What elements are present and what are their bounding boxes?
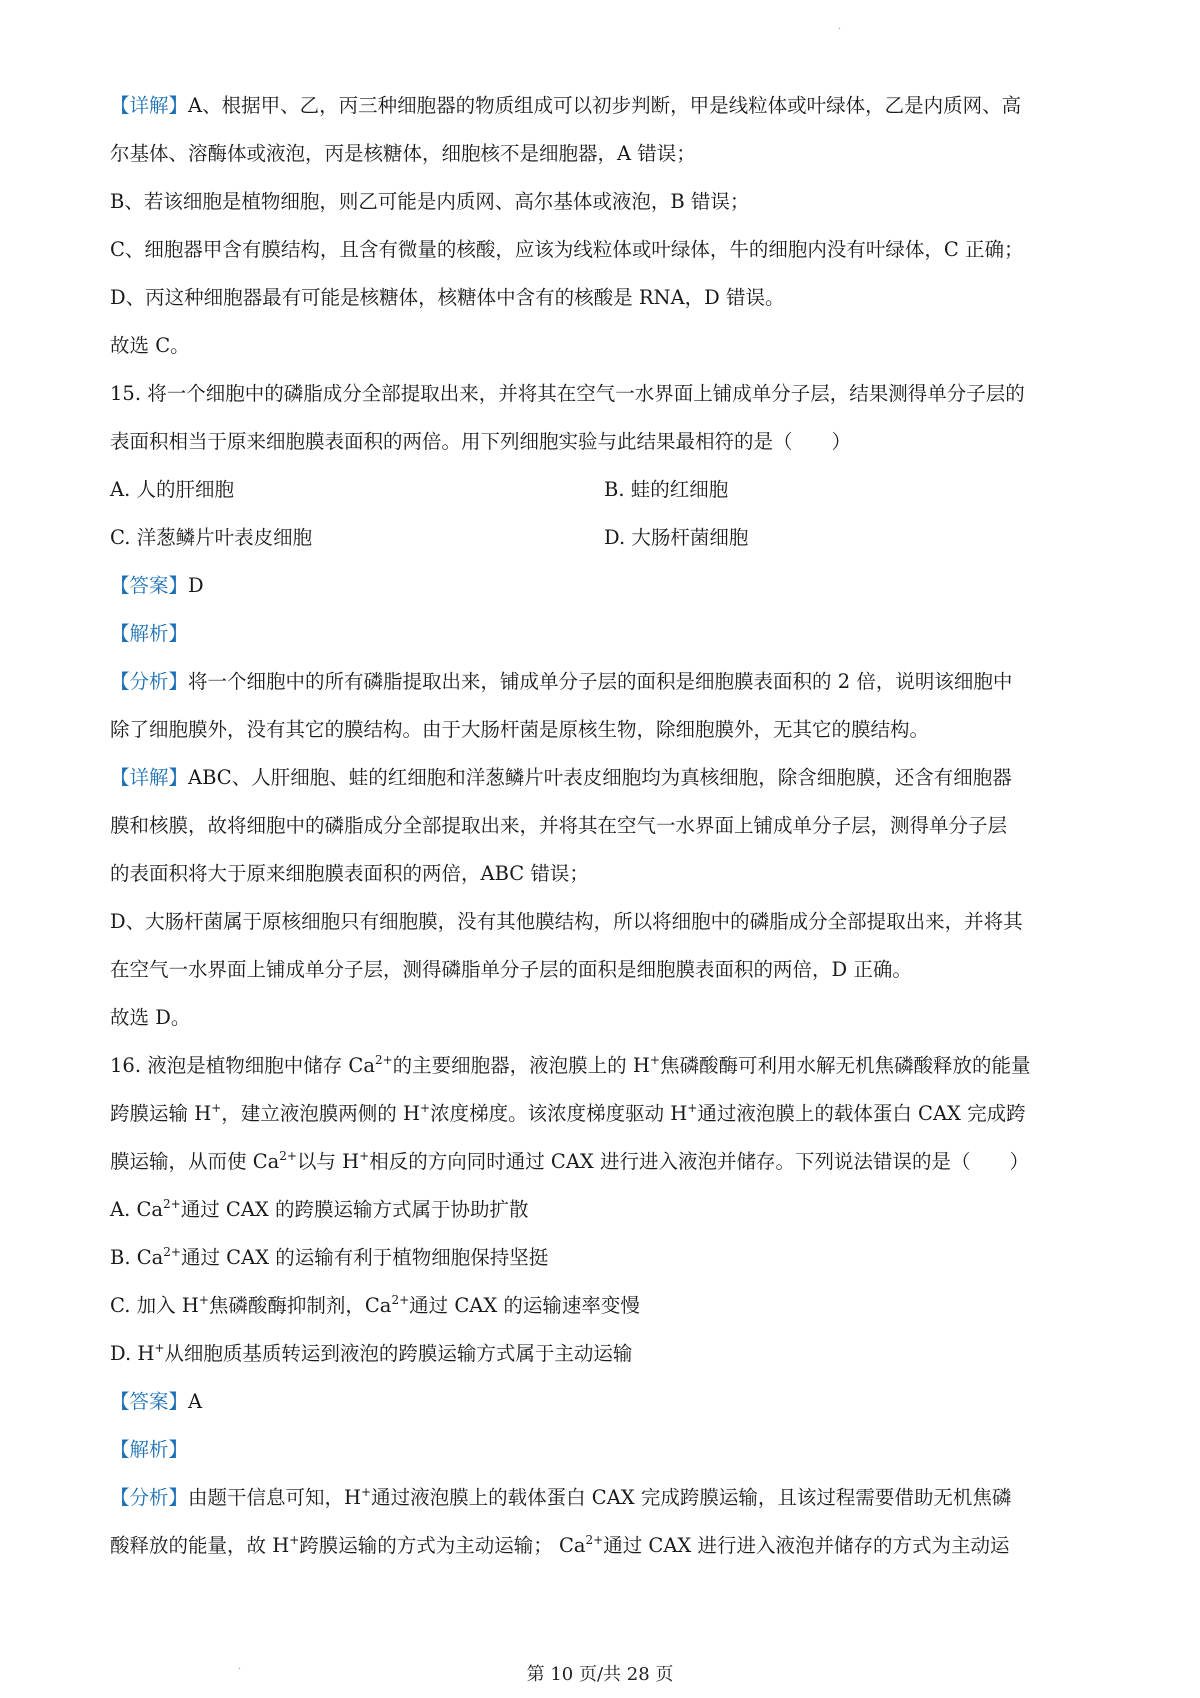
text-line (110, 910, 1023, 934)
option-text: B. Ca (110, 1246, 164, 1269)
option-text: 焦磷酸酶抑制剂，Ca (208, 1294, 392, 1317)
option-a: A. 人的肝细胞 (110, 478, 234, 501)
text-line (110, 814, 1007, 838)
question-16-stem (110, 1054, 1030, 1078)
superscript: + (420, 1101, 431, 1115)
text-line (110, 718, 929, 742)
line-text: 表面积相当于原来细胞膜表面积的两倍。用下列细胞实验与此结果最相符的是（ ） (110, 430, 852, 453)
line-text: 除了细胞膜外，没有其它的膜结构。由于大肠杆菌是原核生物，除细胞膜外，无其它的膜结构。 (110, 718, 930, 741)
line-text: 15. 将一个细胞中的磷脂成分全部提取出来，并将其在空气一水界面上铺成单分子层，结果测得单分子层的 (110, 382, 1025, 405)
line-text: 的表面积将大于原来细胞膜表面积的两倍，ABC 错误； (110, 862, 589, 885)
option-c: C. 洋葱鳞片叶表皮细胞 (110, 526, 313, 549)
text-line (110, 94, 1021, 118)
option-text: 通过 CAX 的运输有利于植物细胞保持坚挺 (180, 1246, 549, 1269)
answer-line (110, 574, 204, 598)
q16-text: ，建立液泡膜两侧的 H (221, 1102, 420, 1125)
superscript: + (154, 1341, 165, 1355)
text-line (110, 958, 912, 982)
label-tag: 【答案】 (110, 1390, 189, 1413)
superscript: + (198, 1293, 209, 1307)
line-text: D、丙这种细胞器最有可能是核糖体，核糖体中含有的核酸是 RNA，D 错误。 (110, 286, 785, 309)
text-line (110, 286, 785, 310)
scan-dot: · (838, 24, 842, 35)
q16-text: 焦磷酸酶可利用水解无机焦磷酸释放的能量 (659, 1054, 1031, 1077)
superscript: 2+ (391, 1293, 410, 1307)
scan-dot: · (238, 1664, 242, 1675)
text-line (110, 1006, 190, 1030)
label-tag: 【详解】 (110, 94, 189, 117)
line-text: 通过 CAX 进行进入液泡并储存的方式为主动运 (603, 1534, 1010, 1557)
q16-text: 浓度梯度。该浓度梯度驱动 H (430, 1102, 688, 1125)
superscript: + (289, 1533, 300, 1547)
label-tag: 【详解】 (110, 766, 189, 789)
text-line (110, 1486, 1011, 1510)
label-tag: 【分析】 (110, 670, 189, 693)
superscript: + (359, 1149, 370, 1163)
option-text: A. Ca (110, 1198, 164, 1221)
line-text: 由题干信息可知，H (188, 1486, 362, 1509)
option-d (110, 1342, 632, 1366)
text-line (110, 334, 190, 358)
option-c (110, 1294, 640, 1318)
answer-value: D (188, 574, 204, 597)
text-line (110, 1534, 1010, 1558)
text-line (110, 430, 851, 454)
text-line (110, 190, 749, 214)
superscript: + (211, 1101, 222, 1115)
superscript: 2+ (163, 1197, 181, 1211)
line-text: 在空气一水界面上铺成单分子层，测得磷脂单分子层的面积是细胞膜表面积的两倍，D 正确。 (110, 958, 912, 981)
option-text: D. H (110, 1342, 155, 1365)
line-text: A、根据甲、乙，丙三种细胞器的物质组成可以初步判断，甲是线粒体或叶绿体，乙是内质网、高 (188, 94, 1022, 117)
text-line (110, 238, 1024, 262)
label-tag: 【答案】 (110, 574, 189, 597)
line-text: D、大肠杆菌属于原核细胞只有细胞膜，没有其他膜结构，所以将细胞中的磷脂成分全部提取出来，并将其 (110, 910, 1023, 933)
line-text: 将一个细胞中的所有磷脂提取出来，铺成单分子层的面积是细胞膜表面积的 2 倍，说明该细胞中 (188, 670, 1013, 693)
label-tag: 【解析】 (110, 1438, 189, 1461)
option-b (110, 1246, 548, 1270)
line-text: C、细胞器甲含有膜结构，且含有微量的核酸，应该为线粒体或叶绿体，牛的细胞内没有叶绿体，C 正确； (110, 238, 1024, 261)
q16-text: 跨膜运输 H (110, 1102, 212, 1125)
line-text: 通过液泡膜上的载体蛋白 CAX 完成跨膜运输，且该过程需要借助无机焦磷 (371, 1486, 1012, 1509)
text-line (110, 766, 1012, 790)
superscript: + (687, 1101, 698, 1115)
label-tag: 【解析】 (110, 622, 189, 645)
question-15-stem (110, 382, 1025, 406)
line-text: 故选 D。 (110, 1006, 191, 1029)
line-text: 酸释放的能量，故 H (110, 1534, 290, 1557)
option-a (110, 1198, 529, 1222)
superscript: 2+ (374, 1053, 393, 1067)
option-text: 从细胞质基质转运到液泡的跨膜运输方式属于主动运输 (164, 1342, 633, 1365)
superscript: + (649, 1053, 660, 1067)
q16-text: 通过液泡膜上的载体蛋白 CAX 完成跨 (697, 1102, 1026, 1125)
label-tag: 【分析】 (110, 1486, 189, 1509)
analysis-heading (110, 1438, 188, 1462)
superscript: 2+ (279, 1149, 297, 1163)
text-line (110, 862, 589, 886)
text-line (110, 142, 696, 166)
option-text: 通过 CAX 的跨膜运输方式属于协助扩散 (180, 1198, 529, 1221)
text-line (110, 1150, 1029, 1174)
line-text: 尔基体、溶酶体或液泡，丙是核糖体，细胞核不是细胞器，A 错误； (110, 142, 696, 165)
line-text: 跨膜运输的方式为主动运输； Ca (299, 1534, 586, 1557)
text-line (110, 670, 1012, 694)
q16-text: 的主要细胞器，液泡膜上的 H (392, 1054, 650, 1077)
q16-text: 膜运输，从而使 Ca (110, 1150, 280, 1173)
option-d: D. 大肠杆菌细胞 (604, 526, 749, 549)
option-b: B. 蛙的红细胞 (604, 478, 729, 501)
answer-line (110, 1390, 202, 1414)
page-number-footer: 第 10 页/共 28 页 (526, 1664, 674, 1685)
line-text: B、若该细胞是植物细胞，则乙可能是内质网、高尔基体或液泡，B 错误； (110, 190, 750, 213)
line-text: ABC、人肝细胞、蛙的红细胞和洋葱鳞片叶表皮细胞均为真核细胞，除含细胞膜，还含有细胞器 (188, 766, 1012, 789)
superscript: 2+ (585, 1533, 604, 1547)
option-text: 通过 CAX 的运输速率变慢 (409, 1294, 640, 1317)
superscript: 2+ (163, 1245, 181, 1259)
text-line (110, 1102, 1026, 1126)
option-text: C. 加入 H (110, 1294, 199, 1317)
analysis-heading (110, 622, 188, 646)
q16-text: 以与 H (296, 1150, 360, 1173)
line-text: 故选 C。 (110, 334, 190, 357)
answer-value: A (188, 1390, 203, 1413)
superscript: + (361, 1485, 372, 1499)
q16-text: 相反的方向同时通过 CAX 进行进入液泡并储存。下列说法错误的是（ ） (369, 1150, 1030, 1173)
line-text: 膜和核膜，故将细胞中的磷脂成分全部提取出来，并将其在空气一水界面上铺成单分子层，测得单分子层 (110, 814, 1008, 837)
q16-text: 16. 液泡是植物细胞中储存 Ca (110, 1054, 375, 1077)
